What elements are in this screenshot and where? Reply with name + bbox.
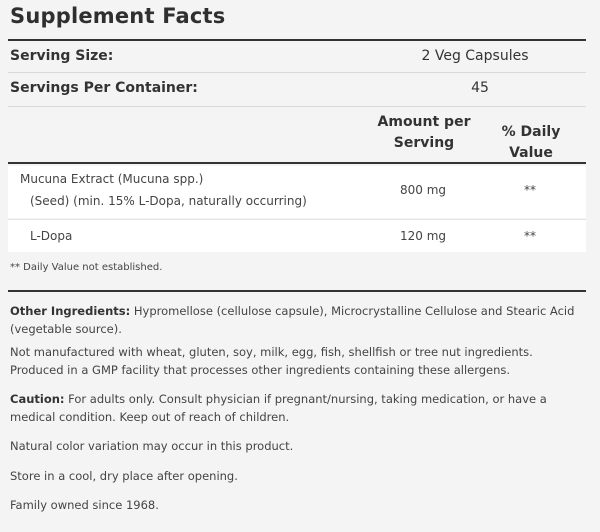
servings-per-container-value: 45 (471, 80, 489, 96)
ingredient-name: Mucuna Extract (Mucuna spp.) (20, 172, 204, 186)
serving-size-label: Serving Size: (10, 48, 114, 64)
other-ingredients-label: Other Ingredients: (10, 304, 131, 318)
panel-title: Supplement Facts (10, 4, 226, 28)
amount-per-serving-header (374, 112, 474, 154)
family-owned-note: Family owned since 1968. (10, 498, 159, 512)
divider (8, 72, 586, 73)
ingredient-daily-value: ** (524, 183, 536, 197)
header-rule (8, 162, 586, 164)
caution-label: Caution: (10, 392, 65, 406)
caution-note (10, 390, 580, 426)
daily-value-footnote: ** Daily Value not established. (10, 262, 163, 273)
caution-text: For adults only. Consult physician if pregnant/nursing, taking medication, or have a medical condition. Keep out of reach of children. (10, 392, 547, 424)
ingredient-amount: 120 mg (399, 229, 447, 243)
servings-per-container-label: Servings Per Container: (10, 80, 198, 96)
ingredient-amount: 800 mg (399, 183, 447, 197)
ingredient-name: L-Dopa (30, 229, 73, 243)
daily-value-header: % Daily Value (501, 124, 561, 161)
storage-note: Store in a cool, dry place after opening. (10, 469, 238, 483)
amount-header-line1: Amount per (377, 114, 471, 130)
ingredient-row (8, 220, 586, 252)
other-ingredients-text: Hypromellose (cellulose capsule), Microcrystalline Cellulose and Stearic Acid (vegetable source). (10, 304, 575, 336)
allergen-note: Not manufactured with wheat, gluten, soy, milk, egg, fish, shellfish or tree nut ingredients. Produced in a GMP facility that processes other ingredients containing these allergens. (10, 345, 533, 377)
divider (8, 106, 586, 107)
bottom-rule (8, 290, 586, 292)
ingredient-detail: (Seed) (min. 15% L-Dopa, naturally occurring) (30, 194, 307, 208)
other-ingredients (10, 302, 580, 338)
serving-size-value: 2 Veg Capsules (421, 48, 529, 64)
amount-header-line2: Serving (393, 135, 455, 151)
ingredient-daily-value: ** (524, 229, 536, 243)
top-rule (8, 39, 586, 41)
color-variation-note: Natural color variation may occur in this product. (10, 439, 294, 453)
